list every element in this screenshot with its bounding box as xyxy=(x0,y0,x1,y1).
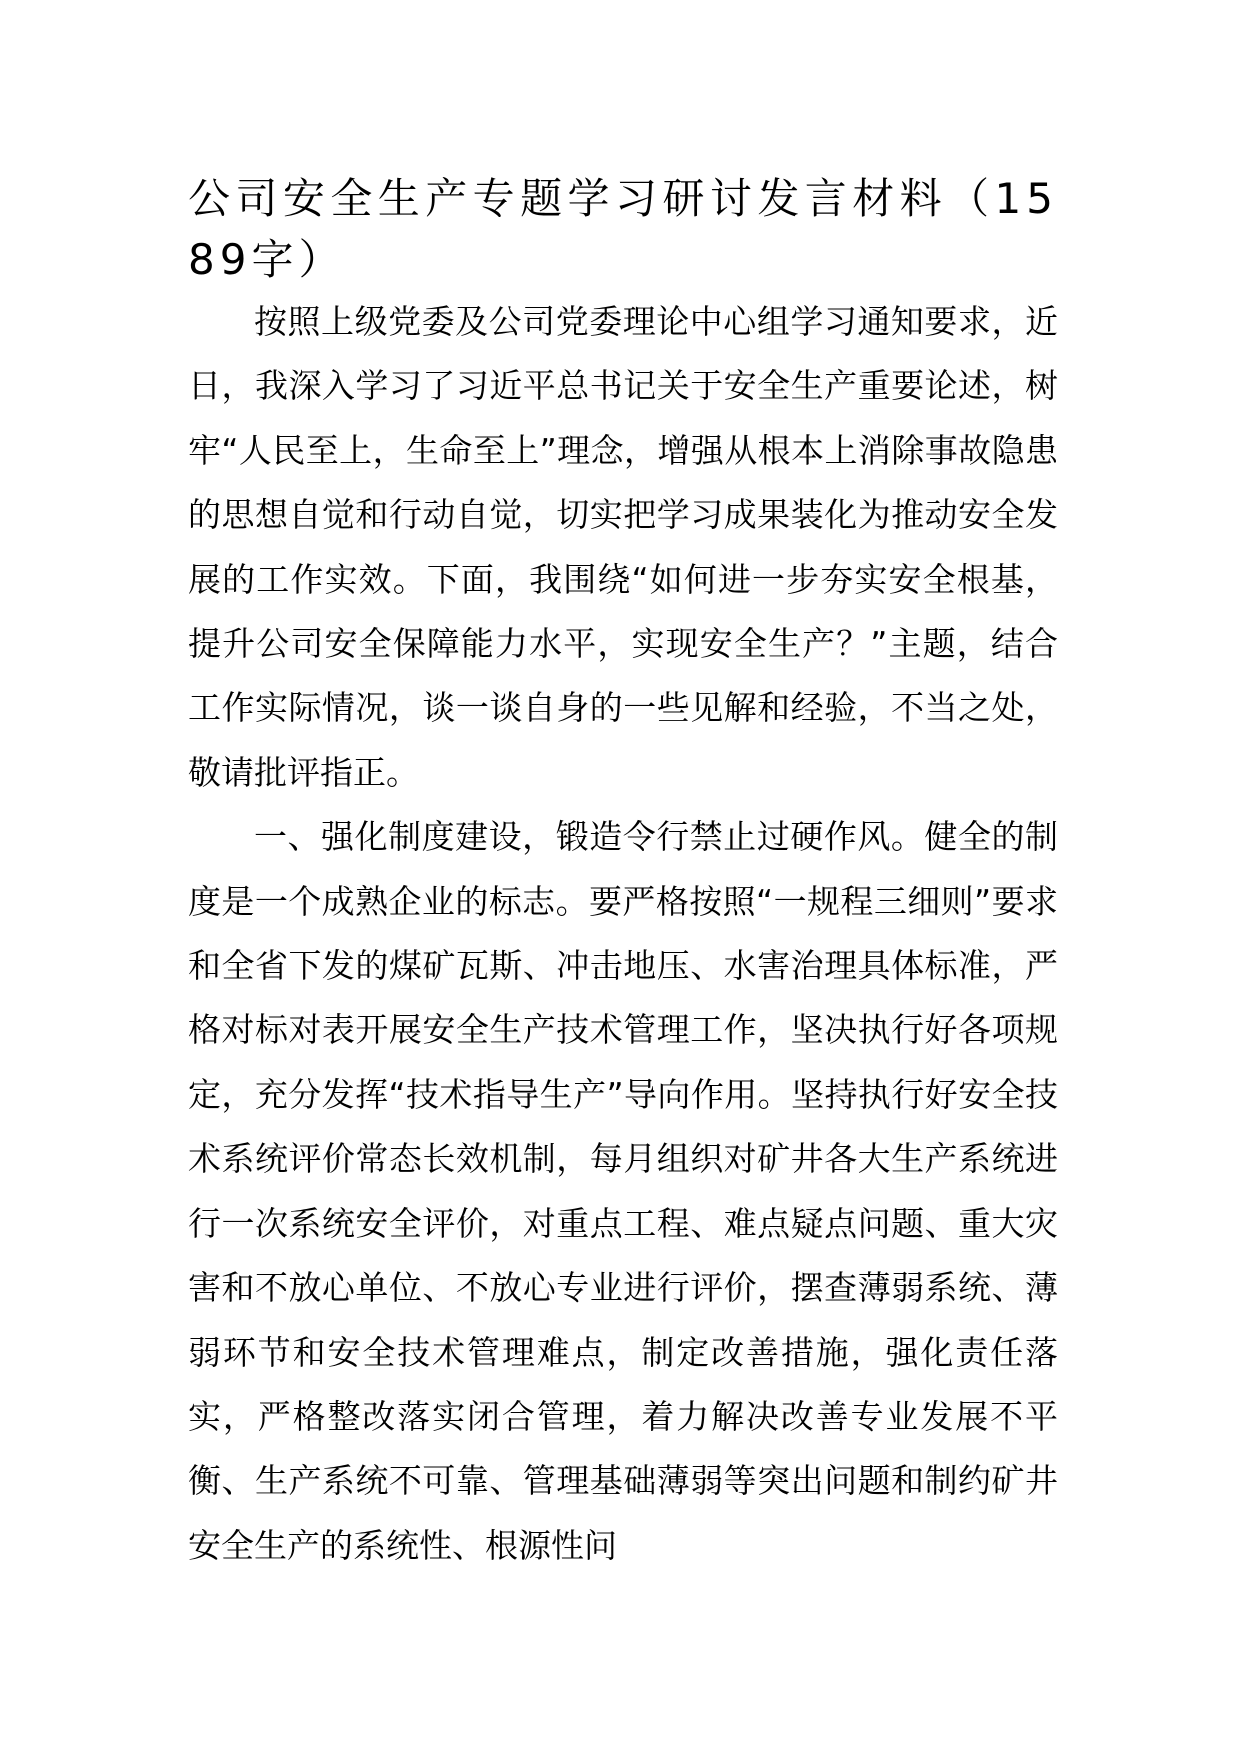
paragraph-intro: 按照上级党委及公司党委理论中心组学习通知要求，近日，我深入学习了习近平总书记关于安全生产重要论述，树牢“人民至上，生命至上”理念，增强从根本上消除事故隐患的思想自觉和行动自觉，切实把学习成果装化为推动安全发展的工作实效。下面，我围绕“如何进一步夯实安全根基，提升公司安全保障能力水平，实现安全生产？”主题，结合工作实际情况，谈一谈自身的一些见解和经验，不当之处，敬请批评指正。 xyxy=(188,302,1058,792)
paragraph-section-one: 一、强化制度建设，锻造令行禁止过硬作风。健全的制度是一个成熟企业的标志。要严格按照“一规程三细则”要求和全省下发的煤矿瓦斯、冲击地压、水害治理具体标准，严格对标对表开展安全生产技术管理工作，坚决执行好各项规定，充分发挥“技术指导生产”导向作用。坚持执行好安全技术系统评价常态长效机制，每月组织对矿井各大生产系统进行一次系统安全评价，对重点工程、难点疑点问题、重大灾害和不放心单位、不放心专业进行评价，摆查薄弱系统、薄弱环节和安全技术管理难点，制定改善措施，强化责任落实，严格整改落实闭合管理，着力解决改善专业发展不平衡、生产系统不可靠、管理基础薄弱等突出问题和制约矿井安全生产的系统性、根源性问 xyxy=(188,817,1058,1565)
document-body xyxy=(188,168,1058,1578)
document-title: 公司安全生产专题学习研讨发言材料（1589字） xyxy=(188,174,1058,284)
